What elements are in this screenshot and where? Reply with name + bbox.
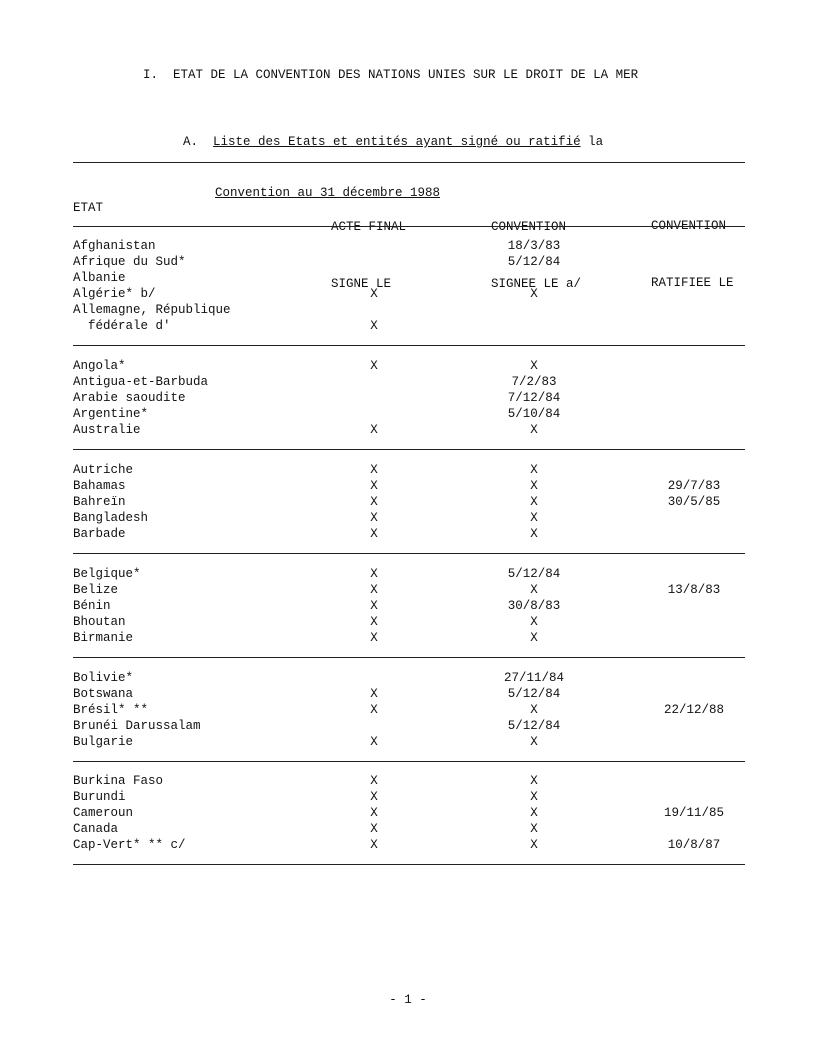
acte-final-cell: X [370,567,378,581]
state-name: Allemagne, République [73,303,231,317]
acte-final-cell: X [370,615,378,629]
signee-cell: X [530,495,538,509]
signee-cell: 7/12/84 [507,391,561,405]
state-name: Bulgarie [73,735,134,749]
subsection-title-line2: Convention au 31 décembre 1988 [215,186,441,200]
state-name: Burkina Faso [73,774,164,788]
acte-final-cell: X [370,703,378,717]
state-name: Arabie saoudite [73,391,186,405]
signee-cell: X [530,287,538,301]
state-name: fédérale d' [73,319,171,333]
acte-final-cell: X [370,631,378,645]
state-name: Belize [73,583,119,597]
group-separator-rule [73,761,745,762]
signee-cell: X [530,735,538,749]
header-ratifiee-line2: RATIFIEE LE [651,276,734,290]
header-acte-final-line1: ACTE FINAL [331,220,407,234]
signee-cell: 5/12/84 [507,567,561,581]
state-name: Brunéi Darussalam [73,719,201,733]
state-name: Canada [73,822,119,836]
ratifiee-cell: 29/7/83 [667,479,721,493]
signee-cell: 7/2/83 [511,375,557,389]
acte-final-cell: X [370,774,378,788]
group-separator-rule [73,657,745,658]
header-etat: ETAT [73,201,104,215]
state-name: Bangladesh [73,511,149,525]
group-separator-rule [73,553,745,554]
state-name: Barbade [73,527,126,541]
acte-final-cell: X [370,287,378,301]
signee-cell: X [530,703,538,717]
state-name: Antigua-et-Barbuda [73,375,209,389]
subsection-marker: A. [183,135,199,149]
ratifiee-cell: 19/11/85 [663,806,724,820]
acte-final-cell: X [370,599,378,613]
signee-cell: 18/3/83 [507,239,561,253]
subsection-title-line1: Liste des Etats et entités ayant signé ou ratifié [213,135,581,149]
state-name: Brésil* ** [73,703,149,717]
acte-final-cell: X [370,527,378,541]
signee-cell: X [530,822,538,836]
group-separator-rule [73,864,745,865]
state-name: Bhoutan [73,615,126,629]
acte-final-cell: X [370,822,378,836]
subsection-title-line1-tail: la [580,135,604,149]
signee-cell: 5/10/84 [507,407,561,421]
group-separator-rule [73,345,745,346]
acte-final-cell: X [370,806,378,820]
state-name: Afrique du Sud* [73,255,186,269]
state-name: Botswana [73,687,134,701]
state-name: Birmanie [73,631,134,645]
signee-cell: X [530,511,538,525]
ratifiee-cell: 10/8/87 [667,838,721,852]
header-ratifiee-line1: CONVENTION [651,219,727,233]
signee-cell: X [530,527,538,541]
acte-final-cell: X [370,687,378,701]
state-name: Cap-Vert* ** c/ [73,838,186,852]
signee-cell: X [530,359,538,373]
acte-final-cell: X [370,583,378,597]
state-name: Bahamas [73,479,126,493]
signee-cell: X [530,583,538,597]
signee-cell: 5/12/84 [507,687,561,701]
signee-cell: X [530,463,538,477]
signee-cell: X [530,806,538,820]
page-number: - 1 - [389,993,427,1007]
acte-final-cell: X [370,423,378,437]
acte-final-cell: X [370,790,378,804]
ratifiee-cell: 22/12/88 [663,703,724,717]
header-acte-final [331,180,406,332]
ratifiee-cell: 13/8/83 [667,583,721,597]
signee-cell: X [530,479,538,493]
signee-cell: X [530,423,538,437]
acte-final-cell: X [370,838,378,852]
acte-final-cell: X [370,495,378,509]
state-name: Cameroun [73,806,134,820]
ratifiee-cell: 30/5/85 [667,495,721,509]
signee-cell: 27/11/84 [503,671,564,685]
table-header-rule [73,226,745,227]
state-name: Afghanistan [73,239,156,253]
state-name: Albanie [73,271,126,285]
acte-final-cell: X [370,511,378,525]
state-name: Bahreïn [73,495,126,509]
state-name: Angola* [73,359,126,373]
signee-cell: X [530,615,538,629]
header-acte-final-line2: SIGNE LE [331,277,392,291]
group-separator-rule [73,449,745,450]
header-convention-ratifiee [651,179,734,331]
state-name: Bénin [73,599,111,613]
state-name: Belgique* [73,567,141,581]
acte-final-cell: X [370,463,378,477]
signee-cell: X [530,631,538,645]
header-signee-line1: CONVENTION [491,220,567,234]
acte-final-cell: X [370,735,378,749]
state-name: Burundi [73,790,126,804]
acte-final-cell: X [370,359,378,373]
state-name: Autriche [73,463,134,477]
acte-final-cell: X [370,479,378,493]
acte-final-cell: X [370,319,378,333]
header-signee-line2: SIGNEE LE a/ [491,277,582,291]
signee-cell: X [530,790,538,804]
table-top-rule [73,162,745,163]
signee-cell: X [530,774,538,788]
signee-cell: 5/12/84 [507,719,561,733]
state-name: Algérie* b/ [73,287,156,301]
signee-cell: 30/8/83 [507,599,561,613]
signee-cell: X [530,838,538,852]
state-name: Australie [73,423,141,437]
signee-cell: 5/12/84 [507,255,561,269]
state-name: Bolivie* [73,671,134,685]
state-name: Argentine* [73,407,149,421]
section-heading: I. ETAT DE LA CONVENTION DES NATIONS UNIES SUR LE DROIT DE LA MER [143,68,639,82]
